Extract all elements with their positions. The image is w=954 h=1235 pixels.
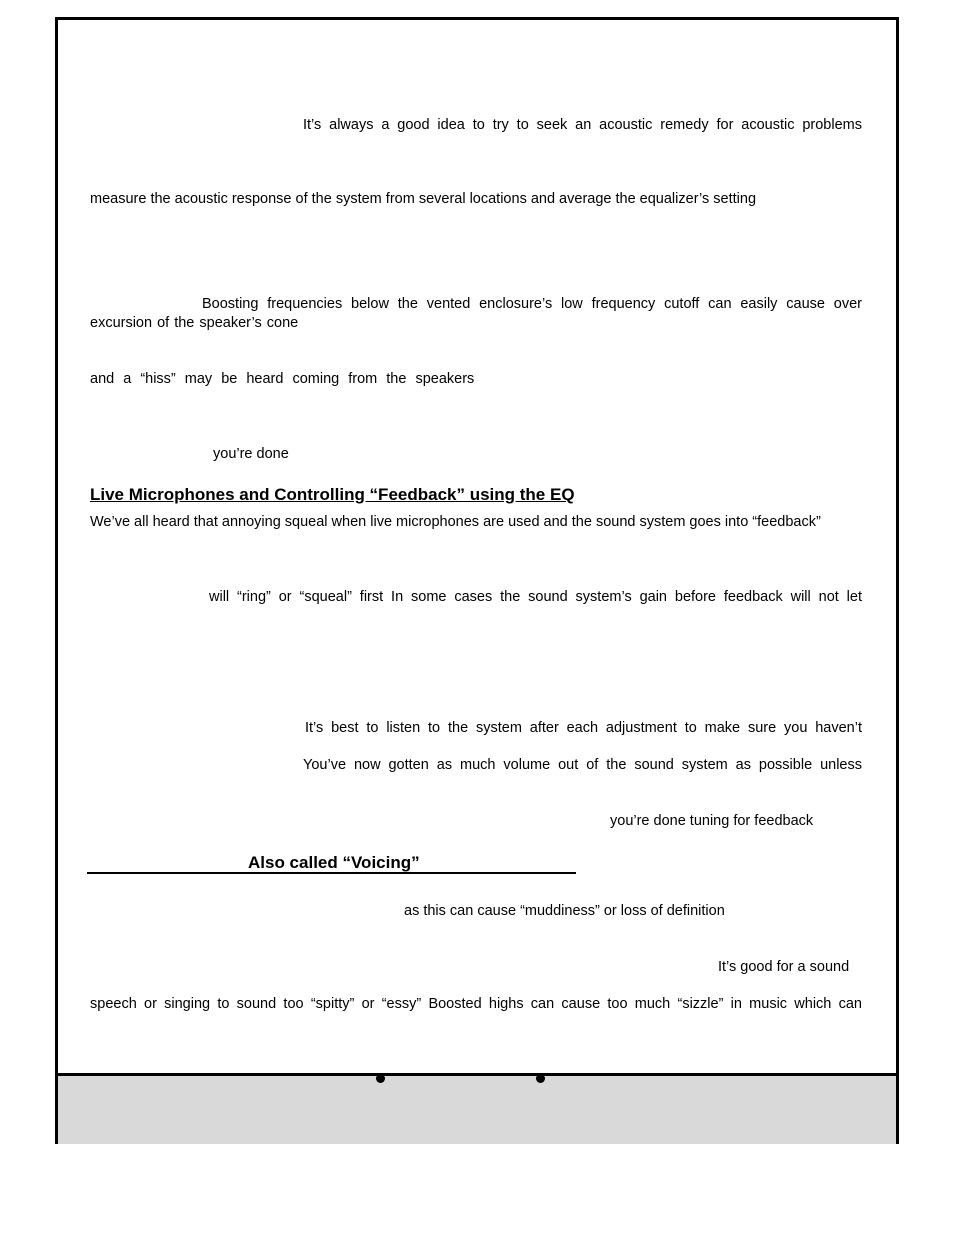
text-line-good-for-sound: It’s good for a sound [718,959,850,975]
section-heading-feedback: Live Microphones and Controlling “Feedback” using the EQ [90,485,575,504]
footer-bullet-1 [376,1074,385,1083]
text-line-muddiness: as this can cause “muddiness” or loss of definition [404,903,725,919]
text-line-done-tuning: you’re done tuning for feedback [610,813,814,829]
text-paragraph-squeal: We’ve all heard that annoying squeal when live microphones are used and the sound system goes into “feedback” [90,514,821,530]
section-heading-voicing: Also called “Voicing” [248,853,420,872]
text-line-acoustic-remedy: It’s always a good idea to try to seek an acoustic remedy for acoustic problems [303,117,862,133]
footer-band [58,1073,896,1144]
text-line-measure-response: measure the acoustic response of the system from several locations and average the equalizer’s setting [90,191,757,207]
text-line-youre-done: you’re done [213,446,289,462]
text-line-excursion: excursion of the speaker’s cone [90,315,299,331]
footer-bullet-2 [536,1074,545,1083]
text-line-ring-squeal: will “ring” or “squeal” first In some cases the sound system’s gain before feedback will not let [209,589,862,605]
text-line-boosting-frequencies: Boosting frequencies below the vented enclosure’s low frequency cutoff can easily cause over [202,296,862,312]
text-line-spitty-essy: speech or singing to sound too “spitty” or “essy” Boosted highs can cause too much “sizzle” in music which can [90,996,862,1012]
text-line-listen-after-adjustment: It’s best to listen to the system after each adjustment to make sure you haven’t [305,720,862,736]
text-line-hiss: and a “hiss” may be heard coming from the speakers [90,371,475,387]
text-line-volume-out: You’ve now gotten as much volume out of the sound system as possible unless [303,757,862,773]
